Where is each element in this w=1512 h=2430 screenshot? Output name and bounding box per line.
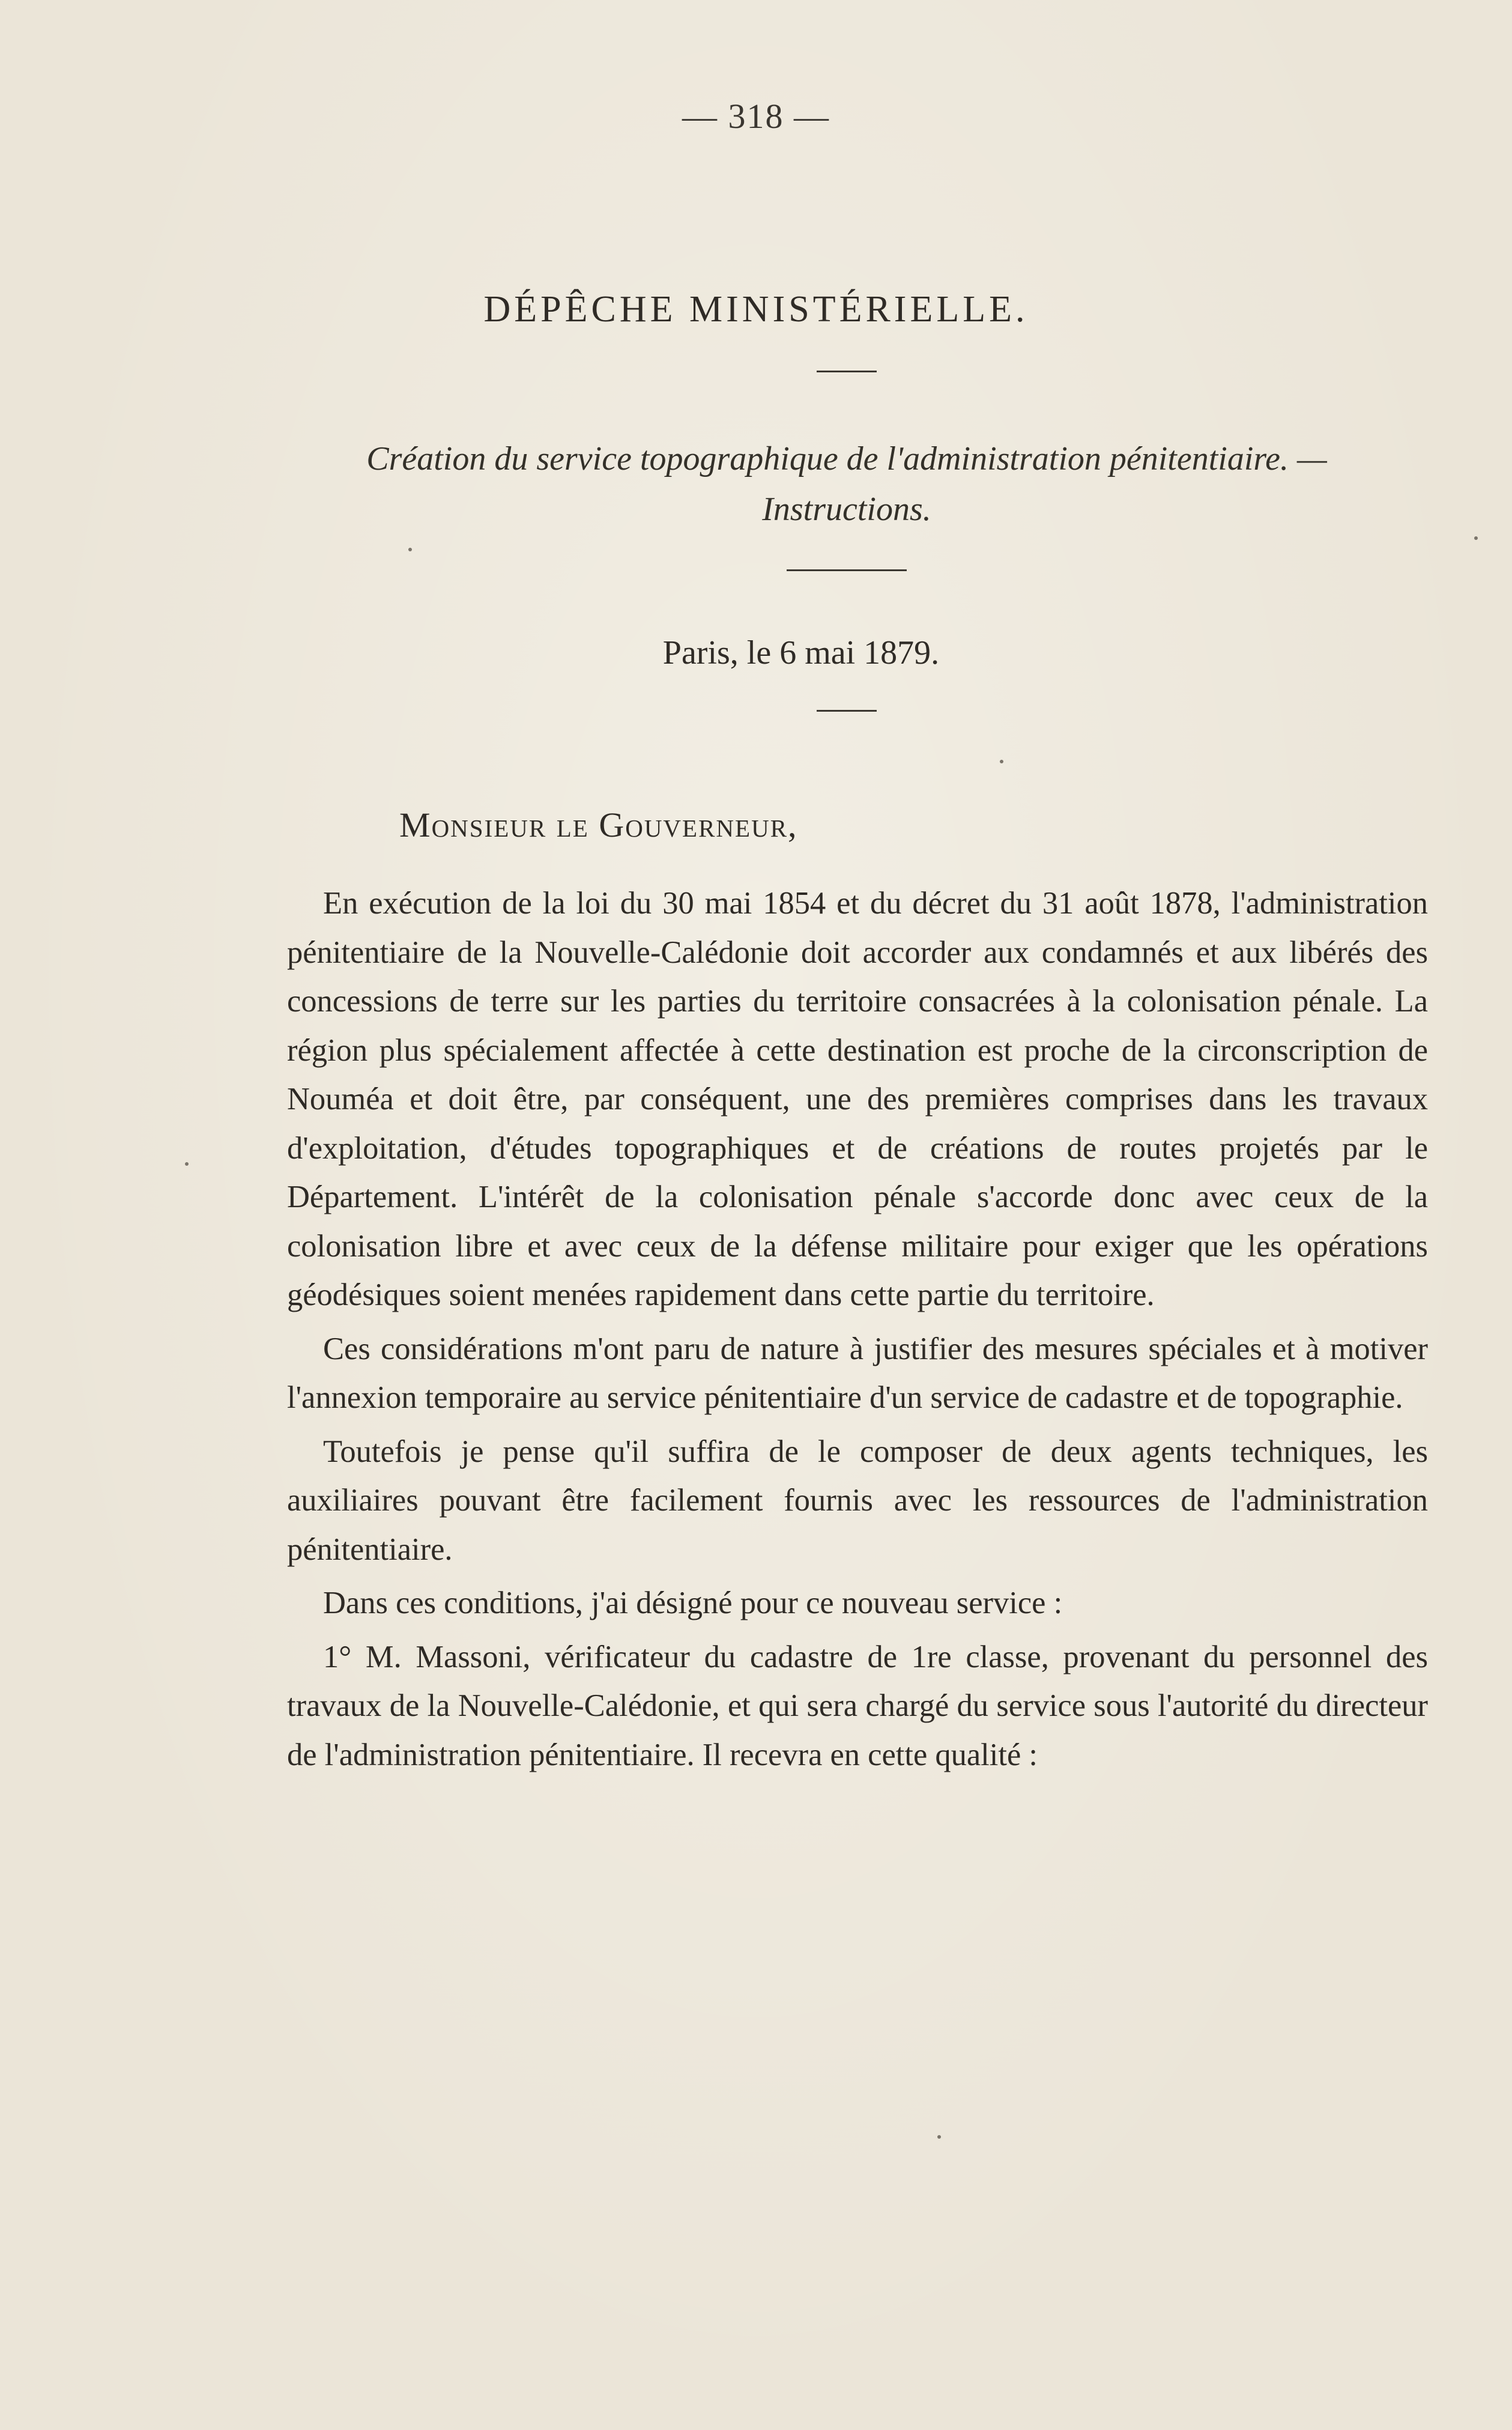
paper-speck <box>937 2135 941 2139</box>
paper-speck <box>1000 760 1003 763</box>
subtitle-line-2: Instructions. <box>762 491 931 528</box>
paragraph: 1° M. Massoni, vérificateur du cadastre de 1re classe, provenant du personnel des travaux de la Nouvelle-Calédonie, et qui sera chargé du service sous l'autorité du directeur de l'administration pénitentiaire. Il recevra en cette qualité : <box>287 1639 1428 1772</box>
page-number: — 318 — <box>682 97 830 136</box>
paragraph: Dans ces conditions, j'ai désigné pour ce nouveau service : <box>323 1586 1063 1620</box>
paragraph: Toutefois je pense qu'il suffira de le composer de deux agents techniques, les auxiliaires pouvant être facilement fournis avec les ressources de l'administration pénitentiaire. <box>287 1434 1428 1567</box>
salutation: Monsieur le Gouverneur, <box>399 805 798 844</box>
paper-speck <box>185 1162 189 1166</box>
paper-speck <box>1474 536 1478 540</box>
dateline-rule <box>817 710 877 712</box>
document-title: DÉPÊCHE MINISTÉRIELLE. <box>483 289 1029 330</box>
paragraph: Ces considérations m'ont paru de nature à justifier des mesures spéciales et à motiver l'annexion temporaire au service pénitentiaire d'un service de cadastre et de topographie. <box>287 1331 1428 1415</box>
dateline: Paris, le 6 mai 1879. <box>662 634 940 671</box>
paper-speck <box>408 548 412 551</box>
paragraph: En exécution de la loi du 30 mai 1854 et du décret du 31 août 1878, l'administration pénitentiaire de la Nouvelle-Calédonie doit accorder aux condamnés et aux libérés des concessions de terre sur les parties du territoire consacrées à la colonisation pénale. La région plus spécialement affectée à cette destination est proche de la circonscription de Nouméa et doit être, par conséquent, une des premières comprises dans les travaux d'exploitation, d'études topographiques et de créations de routes projetés par le Département. L'intérêt de la colonisation pénale s'accorde donc avec ceux de la colonisation libre et avec ceux de la défense militaire pour exiger que les opérations géodésiques soient menées rapidement dans cette partie du territoire. <box>287 886 1428 1312</box>
subtitle-rule <box>787 569 907 571</box>
body-text <box>287 879 1428 1784</box>
subtitle-line-1: Création du service topographique de l'administration pénitentiaire. — <box>366 440 1327 477</box>
document-subtitle <box>336 434 1357 535</box>
title-rule <box>817 371 877 372</box>
